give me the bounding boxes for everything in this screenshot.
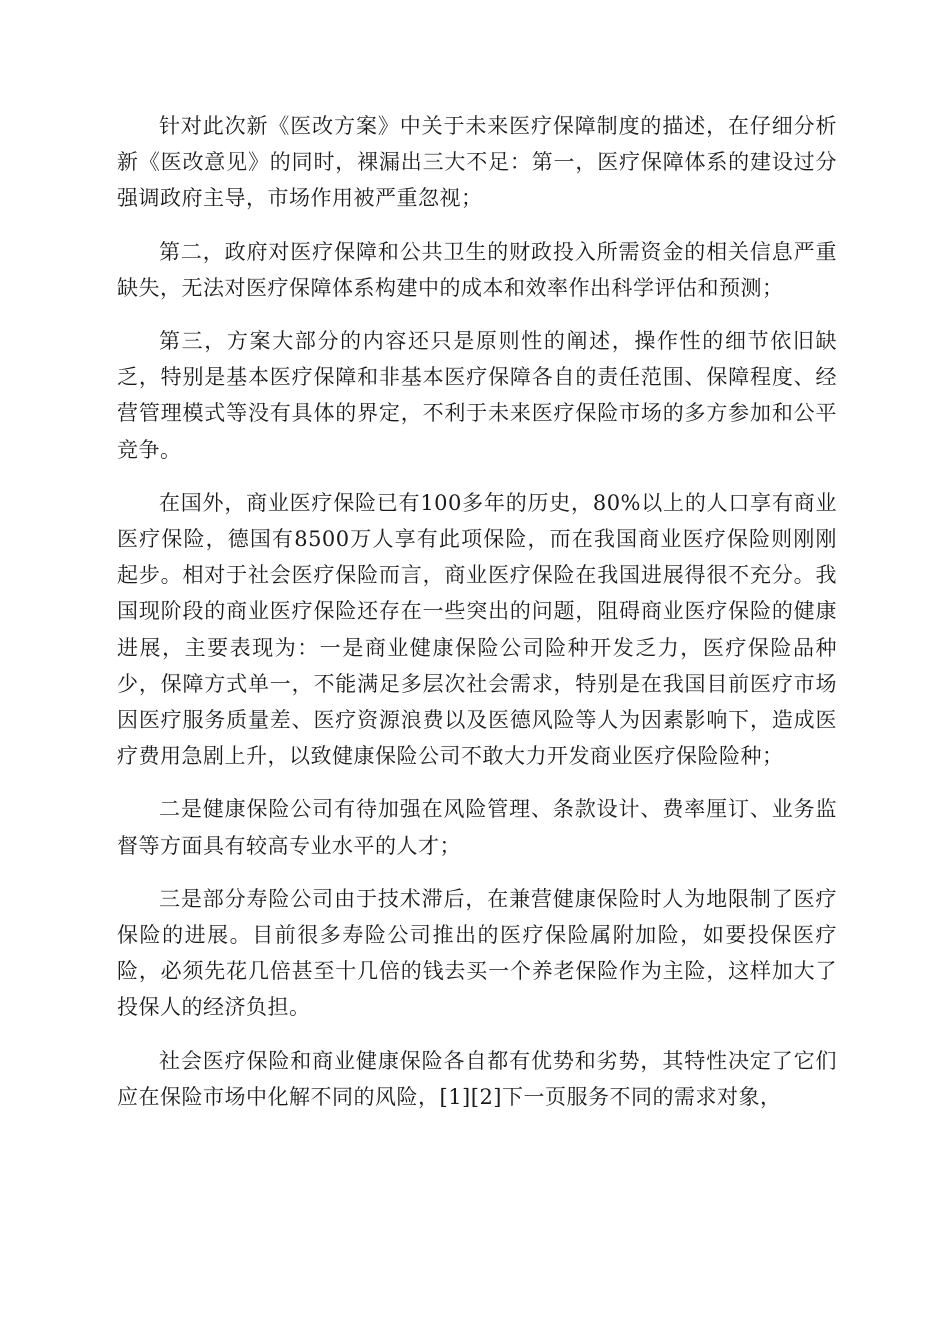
paragraph-social-vs-commercial: 社会医疗保险和商业健康保险各自都有优势和劣势，其特性决定了它们应在保险市场中化解不同的风险，[1][2]下一页服务不同的需求对象， xyxy=(117,1048,837,1109)
paragraph-shortcomings-intro: 针对此次新《医改方案》中关于未来医疗保障制度的描述，在仔细分析新《医改意见》的同时，裸漏出三大不足：第一，医疗保障体系的建设过分强调政府主导，市场作用被严重忽视； xyxy=(117,114,837,211)
paragraph-talent-shortage: 二是健康保险公司有待加强在风险管理、条款设计、费率厘订、业务监督等方面具有较高专业水平的人才； xyxy=(117,797,837,858)
paragraph-life-insurers: 三是部分寿险公司由于技术滞后，在兼营健康保险时人为地限制了医疗保险的进展。目前很多寿险公司推出的医疗保险属附加险，如要投保医疗险，必须先花几倍甚至十几倍的钱去买一个养老保险作为主险，这样加大了投保人的经济负担。 xyxy=(117,886,837,1020)
paragraph-commercial-insurance: 在国外，商业医疗保险已有100多年的历史，80%以上的人口享有商业医疗保险，德国有8500万人享有此项保险，而在我国商业医疗保险则刚刚起步。相对于社会医疗保险而言，商业医疗保险在我国进展得很不充分。我国现阶段的商业医疗保险还存在一些突出的问题，阻碍商业医疗保险的健康进展，主要表现为：一是商业健康保险公司险种开发乏力，医疗保险品种少，保障方式单一，不能满足多层次社会需求，特别是在我国目前医疗市场因医疗服务质量差、医疗资源浪费以及医德风险等人为因素影响下，造成医疗费用急剧上升，以致健康保险公司不敢大力开发商业医疗保险险种； xyxy=(117,490,837,769)
paragraph-second-point: 第二，政府对医疗保障和公共卫生的财政投入所需资金的相关信息严重缺失，无法对医疗保障体系构建中的成本和效率作出科学评估和预测； xyxy=(117,239,837,300)
paragraph-third-point: 第三，方案大部分的内容还只是原则性的阐述，操作性的细节依旧缺乏，特别是基本医疗保障和非基本医疗保障各自的责任范围、保障程度、经营管理模式等没有具体的界定，不利于未来医疗保险市场的多方参加和公平竞争。 xyxy=(117,329,837,462)
document-body xyxy=(117,108,837,1132)
